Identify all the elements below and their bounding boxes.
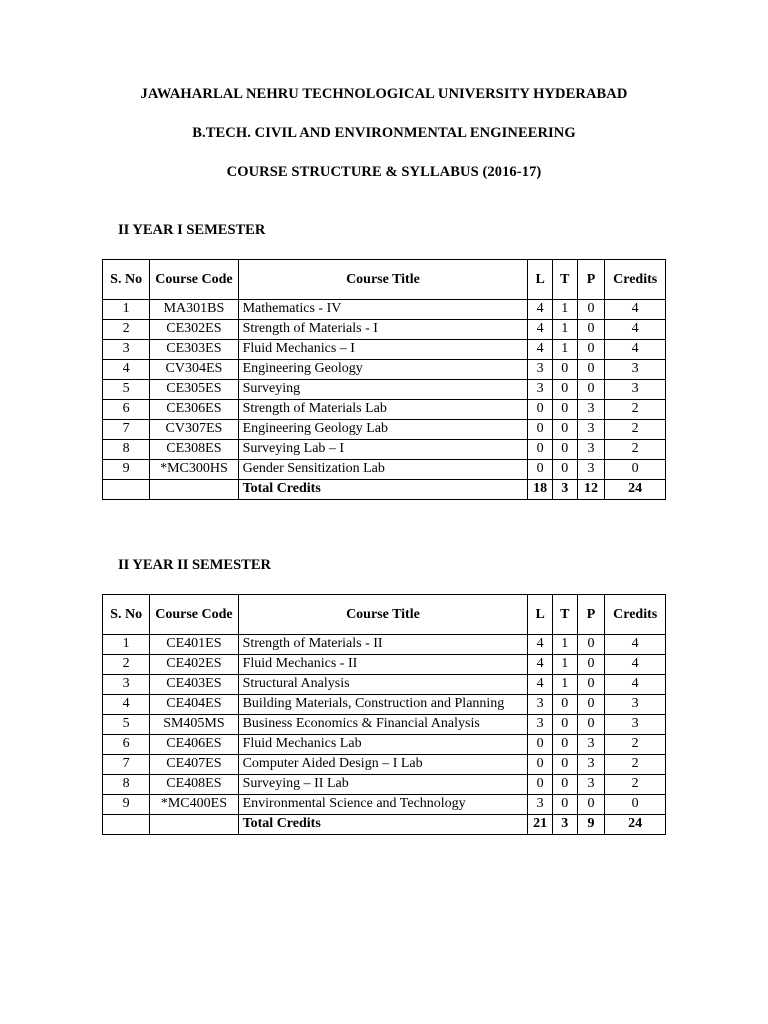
course-credits: 3	[605, 715, 666, 735]
course-p: 0	[577, 655, 605, 675]
col-header-sno: S. No	[103, 595, 150, 635]
course-l: 0	[528, 460, 553, 480]
course-l: 0	[528, 420, 553, 440]
course-credits: 4	[605, 655, 666, 675]
table-row	[103, 775, 666, 795]
course-credits: 2	[605, 735, 666, 755]
course-p: 0	[577, 300, 605, 320]
col-header-title: Course Title	[238, 260, 528, 300]
course-p: 3	[577, 775, 605, 795]
course-p: 3	[577, 400, 605, 420]
total-sno-cell	[103, 480, 150, 500]
col-header-t: T	[552, 595, 577, 635]
table-row	[103, 340, 666, 360]
total-label: Total Credits	[238, 480, 528, 500]
total-l: 21	[528, 815, 553, 835]
course-sno: 3	[103, 675, 150, 695]
table-row	[103, 360, 666, 380]
course-l: 3	[528, 380, 553, 400]
total-l: 18	[528, 480, 553, 500]
course-p: 3	[577, 440, 605, 460]
course-t: 0	[552, 400, 577, 420]
course-sno: 4	[103, 695, 150, 715]
course-p: 0	[577, 635, 605, 655]
course-sno: 2	[103, 320, 150, 340]
course-code: CE403ES	[150, 675, 238, 695]
col-header-p: P	[577, 595, 605, 635]
course-sno: 1	[103, 300, 150, 320]
course-title: Strength of Materials - II	[238, 635, 528, 655]
course-t: 0	[552, 775, 577, 795]
course-l: 4	[528, 300, 553, 320]
table-header-row	[103, 595, 666, 635]
total-label: Total Credits	[238, 815, 528, 835]
col-header-sno: S. No	[103, 260, 150, 300]
course-credits: 4	[605, 300, 666, 320]
course-code: *MC400ES	[150, 795, 238, 815]
course-title: Strength of Materials Lab	[238, 400, 528, 420]
course-t: 1	[552, 635, 577, 655]
course-p: 0	[577, 380, 605, 400]
course-sno: 8	[103, 775, 150, 795]
course-l: 3	[528, 795, 553, 815]
course-l: 4	[528, 675, 553, 695]
course-code: CV307ES	[150, 420, 238, 440]
course-t: 0	[552, 695, 577, 715]
course-title: Mathematics - IV	[238, 300, 528, 320]
course-l: 0	[528, 440, 553, 460]
table-header-row	[103, 260, 666, 300]
course-p: 3	[577, 420, 605, 440]
course-code: CE303ES	[150, 340, 238, 360]
semester-2-rows	[103, 635, 666, 815]
table-row	[103, 695, 666, 715]
course-t: 1	[552, 340, 577, 360]
course-p: 0	[577, 795, 605, 815]
course-title: Environmental Science and Technology	[238, 795, 528, 815]
course-sno: 3	[103, 340, 150, 360]
total-code-cell	[150, 480, 238, 500]
course-t: 0	[552, 460, 577, 480]
course-sno: 7	[103, 755, 150, 775]
course-sno: 7	[103, 420, 150, 440]
course-p: 3	[577, 460, 605, 480]
total-code-cell	[150, 815, 238, 835]
course-title: Strength of Materials - I	[238, 320, 528, 340]
table-row	[103, 655, 666, 675]
course-p: 0	[577, 675, 605, 695]
total-row	[103, 480, 666, 500]
table-row	[103, 715, 666, 735]
total-row	[103, 815, 666, 835]
course-l: 0	[528, 400, 553, 420]
course-credits: 2	[605, 400, 666, 420]
col-header-code: Course Code	[150, 260, 238, 300]
course-l: 4	[528, 635, 553, 655]
semester-2-course-table	[102, 594, 666, 835]
course-l: 4	[528, 655, 553, 675]
table-row	[103, 380, 666, 400]
course-code: CE408ES	[150, 775, 238, 795]
course-t: 1	[552, 300, 577, 320]
course-code: CE404ES	[150, 695, 238, 715]
course-p: 0	[577, 715, 605, 735]
course-p: 0	[577, 695, 605, 715]
course-t: 0	[552, 755, 577, 775]
course-t: 1	[552, 675, 577, 695]
course-code: CE302ES	[150, 320, 238, 340]
course-l: 4	[528, 320, 553, 340]
course-l: 3	[528, 695, 553, 715]
course-title: Structural Analysis	[238, 675, 528, 695]
course-code: CE306ES	[150, 400, 238, 420]
course-sno: 5	[103, 715, 150, 735]
col-header-t: T	[552, 260, 577, 300]
course-code: MA301BS	[150, 300, 238, 320]
col-header-credits: Credits	[605, 260, 666, 300]
table-row	[103, 440, 666, 460]
col-header-code: Course Code	[150, 595, 238, 635]
course-sno: 2	[103, 655, 150, 675]
course-p: 3	[577, 755, 605, 775]
course-p: 0	[577, 360, 605, 380]
table-row	[103, 320, 666, 340]
semester-1-course-table	[102, 259, 666, 500]
table-row	[103, 300, 666, 320]
course-code: SM405MS	[150, 715, 238, 735]
course-title: Surveying – II Lab	[238, 775, 528, 795]
total-sno-cell	[103, 815, 150, 835]
table-row	[103, 635, 666, 655]
col-header-credits: Credits	[605, 595, 666, 635]
course-t: 0	[552, 360, 577, 380]
university-heading: JAWAHARLAL NEHRU TECHNOLOGICAL UNIVERSITY HYDERABAD	[140, 86, 628, 102]
course-title: Computer Aided Design – I Lab	[238, 755, 528, 775]
course-t: 1	[552, 655, 577, 675]
course-sno: 4	[103, 360, 150, 380]
course-l: 3	[528, 360, 553, 380]
table-row	[103, 795, 666, 815]
course-l: 0	[528, 735, 553, 755]
table-row	[103, 755, 666, 775]
table-row	[103, 675, 666, 695]
course-p: 0	[577, 340, 605, 360]
course-l: 4	[528, 340, 553, 360]
course-code: CV304ES	[150, 360, 238, 380]
col-header-l: L	[528, 595, 553, 635]
course-p: 3	[577, 735, 605, 755]
semester-2-title: II YEAR II SEMESTER	[118, 557, 271, 573]
course-sno: 9	[103, 460, 150, 480]
course-t: 1	[552, 320, 577, 340]
course-t: 0	[552, 795, 577, 815]
course-credits: 2	[605, 420, 666, 440]
course-sno: 8	[103, 440, 150, 460]
course-sno: 1	[103, 635, 150, 655]
course-credits: 0	[605, 795, 666, 815]
course-sno: 6	[103, 735, 150, 755]
col-header-p: P	[577, 260, 605, 300]
table-row	[103, 420, 666, 440]
course-credits: 3	[605, 380, 666, 400]
course-title: Business Economics & Financial Analysis	[238, 715, 528, 735]
course-code: CE308ES	[150, 440, 238, 460]
course-title: Surveying Lab – I	[238, 440, 528, 460]
course-code: *MC300HS	[150, 460, 238, 480]
program-heading: B.TECH. CIVIL AND ENVIRONMENTAL ENGINEERING	[192, 125, 576, 141]
course-l: 3	[528, 715, 553, 735]
table-row	[103, 460, 666, 480]
course-title: Fluid Mechanics Lab	[238, 735, 528, 755]
col-header-l: L	[528, 260, 553, 300]
course-code: CE406ES	[150, 735, 238, 755]
course-title: Gender Sensitization Lab	[238, 460, 528, 480]
course-t: 0	[552, 420, 577, 440]
course-sno: 6	[103, 400, 150, 420]
course-title: Engineering Geology Lab	[238, 420, 528, 440]
course-title: Fluid Mechanics - II	[238, 655, 528, 675]
course-structure-heading: COURSE STRUCTURE & SYLLABUS (2016-17)	[226, 164, 542, 180]
course-t: 0	[552, 440, 577, 460]
course-code: CE407ES	[150, 755, 238, 775]
table-row	[103, 735, 666, 755]
course-credits: 3	[605, 360, 666, 380]
course-credits: 3	[605, 695, 666, 715]
course-credits: 0	[605, 460, 666, 480]
total-credits: 24	[605, 815, 666, 835]
course-t: 0	[552, 715, 577, 735]
course-p: 0	[577, 320, 605, 340]
semester-1-title: II YEAR I SEMESTER	[118, 222, 266, 238]
semester-1-rows	[103, 300, 666, 480]
total-t: 3	[552, 480, 577, 500]
course-title: Engineering Geology	[238, 360, 528, 380]
course-t: 0	[552, 735, 577, 755]
course-title: Surveying	[238, 380, 528, 400]
course-code: CE305ES	[150, 380, 238, 400]
course-code: CE401ES	[150, 635, 238, 655]
course-t: 0	[552, 380, 577, 400]
course-code: CE402ES	[150, 655, 238, 675]
total-credits: 24	[605, 480, 666, 500]
course-l: 0	[528, 755, 553, 775]
course-sno: 5	[103, 380, 150, 400]
course-credits: 4	[605, 675, 666, 695]
course-credits: 4	[605, 340, 666, 360]
course-l: 0	[528, 775, 553, 795]
course-credits: 2	[605, 775, 666, 795]
total-t: 3	[552, 815, 577, 835]
total-p: 9	[577, 815, 605, 835]
col-header-title: Course Title	[238, 595, 528, 635]
table-row	[103, 400, 666, 420]
course-credits: 4	[605, 635, 666, 655]
course-title: Building Materials, Construction and Planning	[238, 695, 528, 715]
course-credits: 4	[605, 320, 666, 340]
total-p: 12	[577, 480, 605, 500]
course-sno: 9	[103, 795, 150, 815]
course-credits: 2	[605, 440, 666, 460]
course-credits: 2	[605, 755, 666, 775]
course-title: Fluid Mechanics – I	[238, 340, 528, 360]
